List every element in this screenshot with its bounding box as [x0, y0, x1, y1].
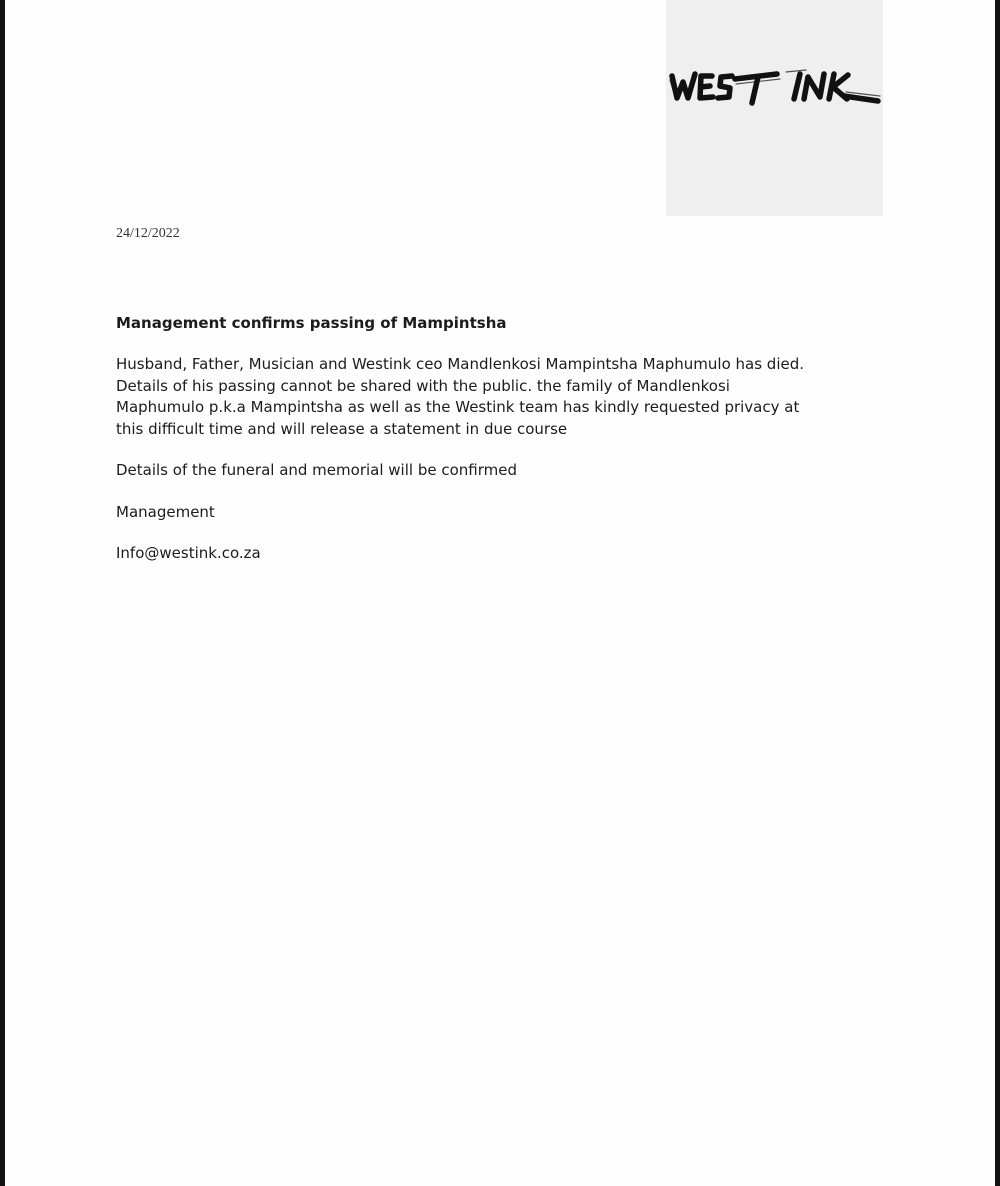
headline: Management confirms passing of Mampintsha [116, 314, 507, 332]
paragraph-line: Details of his passing cannot be shared with the public. the family of Mandlenkosi [116, 376, 730, 395]
announcement-paragraph [116, 354, 916, 440]
letter-date: 24/12/2022 [116, 226, 180, 241]
west-ink-logo [666, 0, 883, 216]
contact-email: Info@westink.co.za [116, 544, 261, 562]
funeral-paragraph: Details of the funeral and memorial will be confirmed [116, 461, 517, 479]
paragraph-line: this difficult time and will release a statement in due course [116, 419, 568, 438]
paragraph-line: Maphumulo p.k.a Mampintsha as well as the Westink team has kindly requested privacy at [116, 398, 800, 416]
signoff: Management [116, 502, 215, 521]
letter-content [116, 312, 916, 585]
logo-panel [666, 0, 883, 216]
document-page [5, 0, 995, 1186]
paragraph-line: Husband, Father, Musician and Westink ceo Mandlenkosi Mampintsha Maphumulo has died. [116, 355, 805, 373]
